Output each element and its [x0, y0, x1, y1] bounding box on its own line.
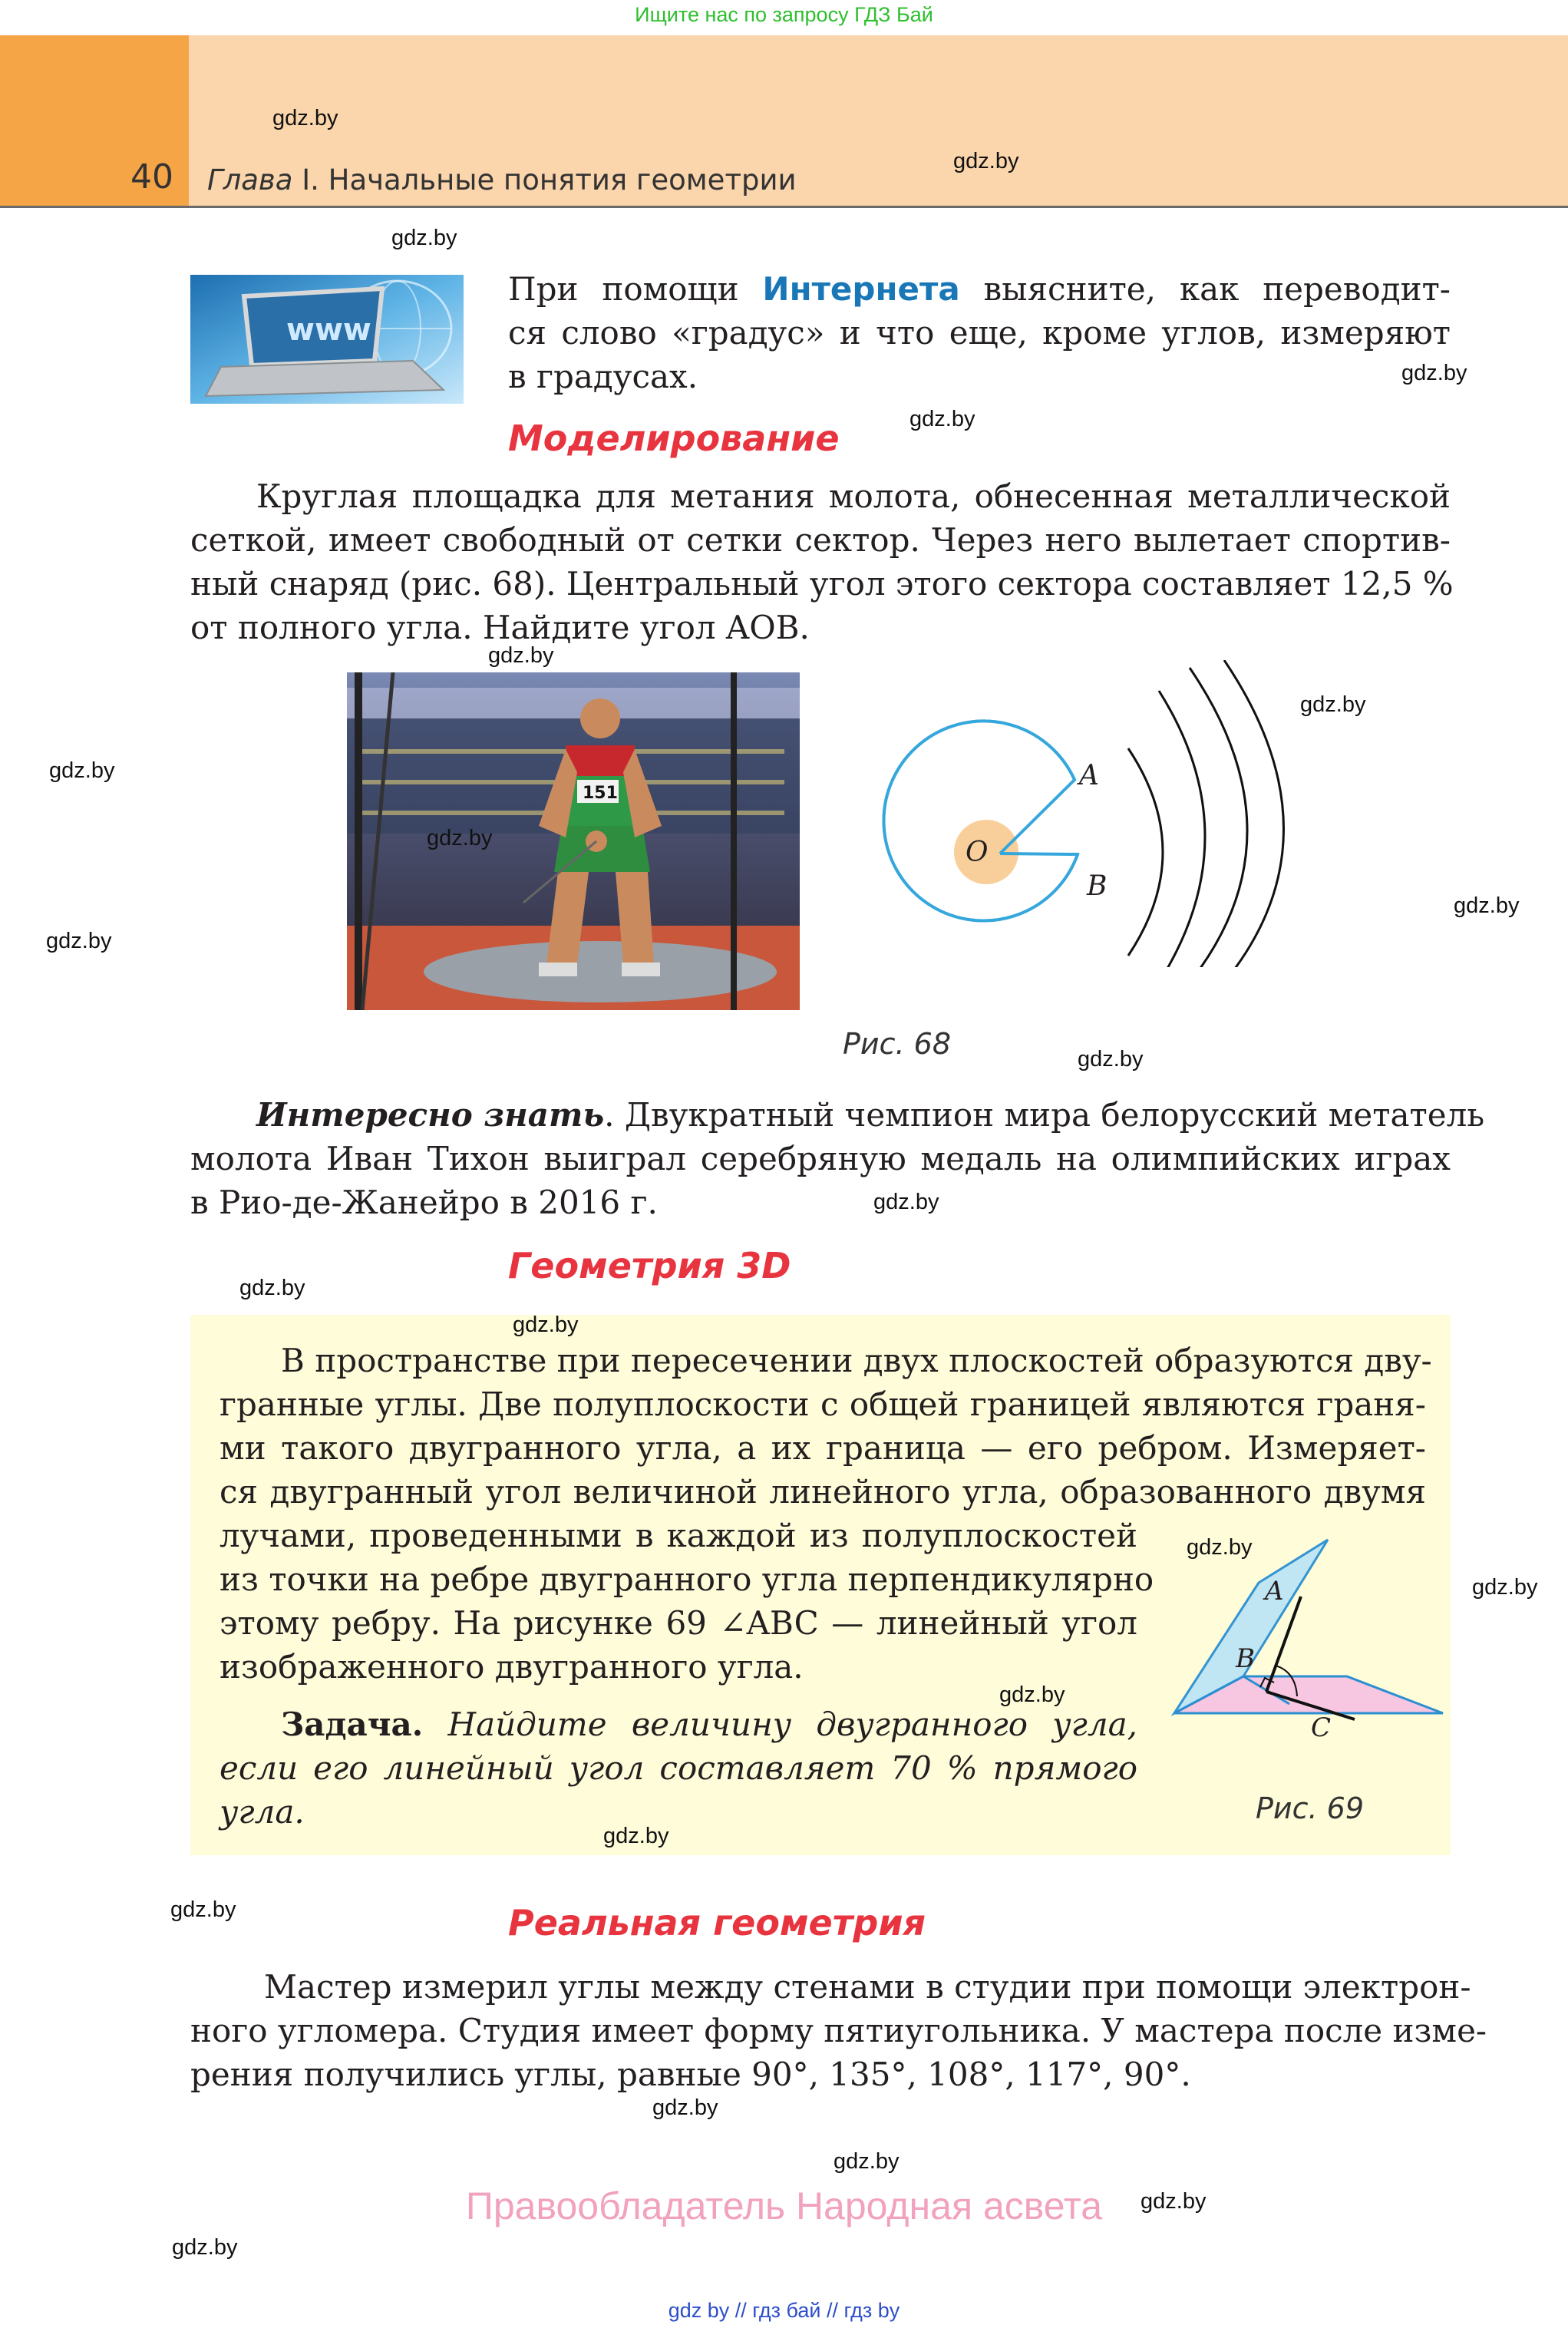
- g3d-line-3: ми такого двугранного угла, а их граница — его ребром. Измеряет-: [220, 1429, 1426, 1467]
- watermark: gdz.by: [1472, 1575, 1538, 1600]
- heading-geometry-3d: Геометрия 3D: [508, 1245, 791, 1286]
- top-note: Ищите нас по запросу ГДЗ Бай: [635, 3, 933, 26]
- modeling-line-1: Круглая площадка для метания молота, обнесенная металлической: [256, 477, 1451, 515]
- geometry-3d-task: [220, 1702, 1137, 1834]
- geometry-3d-text-narrow: [220, 1514, 1154, 1689]
- label-b-69: B: [1236, 1643, 1255, 1674]
- fig-69-caption: Рис. 69: [1256, 1791, 1365, 1825]
- watermark: gdz.by: [1401, 361, 1467, 385]
- rg-line-2: ного угломера. Студия имеет форму пятиугольника. У мастера после изме-: [190, 2012, 1487, 2049]
- watermark: gdz.by: [170, 1897, 236, 1922]
- modeling-text: [190, 474, 1454, 649]
- hammer-thrower-photo: [347, 672, 800, 1010]
- geometry-3d-text-full: [220, 1339, 1432, 1514]
- g3d-line-4: ся двугранный угол величиной линейного угла, образованного двумя: [220, 1473, 1426, 1511]
- copyright-note: Правообладатель Народная асвета: [465, 2184, 1103, 2227]
- internet-line-2: ся слово «градус» и что еще, кроме углов, измеряют: [508, 314, 1451, 352]
- label-o: O: [966, 837, 989, 868]
- watermark: gdz.by: [1078, 1047, 1144, 1072]
- watermark: gdz.by: [391, 226, 457, 250]
- footer-links[interactable]: gdz by // гдз бай // гдз by: [668, 2299, 900, 2322]
- real-geometry-text: [190, 1965, 1487, 2096]
- watermark: gdz.by: [427, 826, 493, 850]
- www-label: www: [286, 312, 371, 348]
- chapter-prefix: Глава: [207, 163, 293, 196]
- label-b: B: [1087, 870, 1108, 902]
- internet-task-text: [508, 267, 1451, 398]
- watermark: gdz.by: [1187, 1535, 1253, 1560]
- watermark: gdz.by: [488, 643, 554, 668]
- g3d-line-7: этому ребру. На рисунке 69 ∠ABC — линейный угол: [220, 1604, 1137, 1642]
- watermark: gdz.by: [603, 1824, 669, 1848]
- g3d-line-6: из точки на ребре двугранного угла перпендикулярно: [220, 1560, 1154, 1598]
- watermark: gdz.by: [172, 2235, 238, 2260]
- label-a: A: [1079, 760, 1099, 791]
- modeling-line-3: ный снаряд (рис. 68). Центральный угол этого сектора составляет 12,5 %: [190, 565, 1454, 603]
- watermark: gdz.by: [834, 2149, 900, 2174]
- watermark: gdz.by: [909, 407, 975, 431]
- watermark: gdz.by: [953, 149, 1019, 173]
- modeling-line-4: от полного угла. Найдите угол AOB.: [190, 609, 810, 646]
- modeling-line-2: сеткой, имеет свободный от сетки сектор. Через него вылетает спортив-: [190, 521, 1451, 559]
- internet-line-3: в градусах.: [508, 358, 698, 395]
- g3d-line-8: изображенного двугранного угла.: [220, 1648, 804, 1686]
- internet-image: [190, 275, 464, 404]
- watermark: gdz.by: [652, 2095, 718, 2120]
- watermark: gdz.by: [513, 1313, 579, 1337]
- figure-69: [1167, 1535, 1451, 1765]
- heading-modeling: Моделирование: [508, 418, 840, 459]
- interesting-line-1: Интересно знать. Двукратный чемпион мира белорусский метатель: [256, 1096, 1485, 1134]
- interesting-lead: Интересно знать: [256, 1096, 605, 1134]
- internet-line-1: При помощи Интернета выясните, как переводит-: [508, 270, 1451, 308]
- figure-68: [875, 660, 1305, 967]
- watermark: gdz.by: [272, 106, 338, 130]
- watermark: gdz.by: [46, 929, 112, 953]
- rg-line-3: рения получились углы, равные 90°, 135°, 108°, 117°, 90°.: [190, 2056, 1191, 2093]
- watermark: gdz.by: [1141, 2189, 1207, 2214]
- g3d-task-line-3: угла.: [220, 1793, 305, 1831]
- fig-68-caption: Рис. 68: [843, 1027, 952, 1061]
- g3d-task-line-1: Задача. Найдите величину двугранного угла,: [281, 1706, 1137, 1743]
- watermark: gdz.by: [239, 1276, 305, 1300]
- interesting-line-2: молота Иван Тихон выиграл серебряную медаль на олимпийских играх: [190, 1140, 1451, 1177]
- label-c-69: C: [1311, 1712, 1332, 1743]
- g3d-line-1: В пространстве при пересечении двух плоскостей образуются дву-: [281, 1342, 1432, 1379]
- g3d-line-2: гранные углы. Две полуплоскости с общей границей являются граня-: [220, 1385, 1426, 1423]
- interesting-line-3: в Рио-де-Жанейро в 2016 г.: [190, 1184, 658, 1221]
- watermark: gdz.by: [1454, 893, 1520, 918]
- task-label: Задача.: [281, 1706, 424, 1743]
- chapter-name: I. Начальные понятия геометрии: [302, 163, 797, 196]
- interesting-text: [190, 1093, 1485, 1224]
- laptop-globe-icon: [190, 275, 464, 404]
- chapter-title: [207, 163, 797, 196]
- heading-real-geometry: Реальная геометрия: [508, 1902, 926, 1943]
- internet-keyword: Интернета: [762, 270, 960, 308]
- watermark: gdz.by: [999, 1683, 1065, 1707]
- watermark: gdz.by: [873, 1190, 939, 1214]
- watermark: gdz.by: [49, 758, 115, 783]
- page-number: 40: [130, 157, 173, 196]
- header-divider: [0, 206, 1568, 208]
- g3d-line-5: лучами, проведенными в каждой из полуплоскостей: [220, 1517, 1137, 1554]
- rg-line-1: Мастер измерил углы между стенами в студии при помощи электрон-: [264, 1968, 1471, 2006]
- g3d-task-line-2: если его линейный угол составляет 70 % прямого: [220, 1749, 1137, 1787]
- bib-number: 151: [583, 784, 618, 803]
- label-a-69: A: [1265, 1576, 1284, 1607]
- watermark: gdz.by: [1300, 692, 1366, 717]
